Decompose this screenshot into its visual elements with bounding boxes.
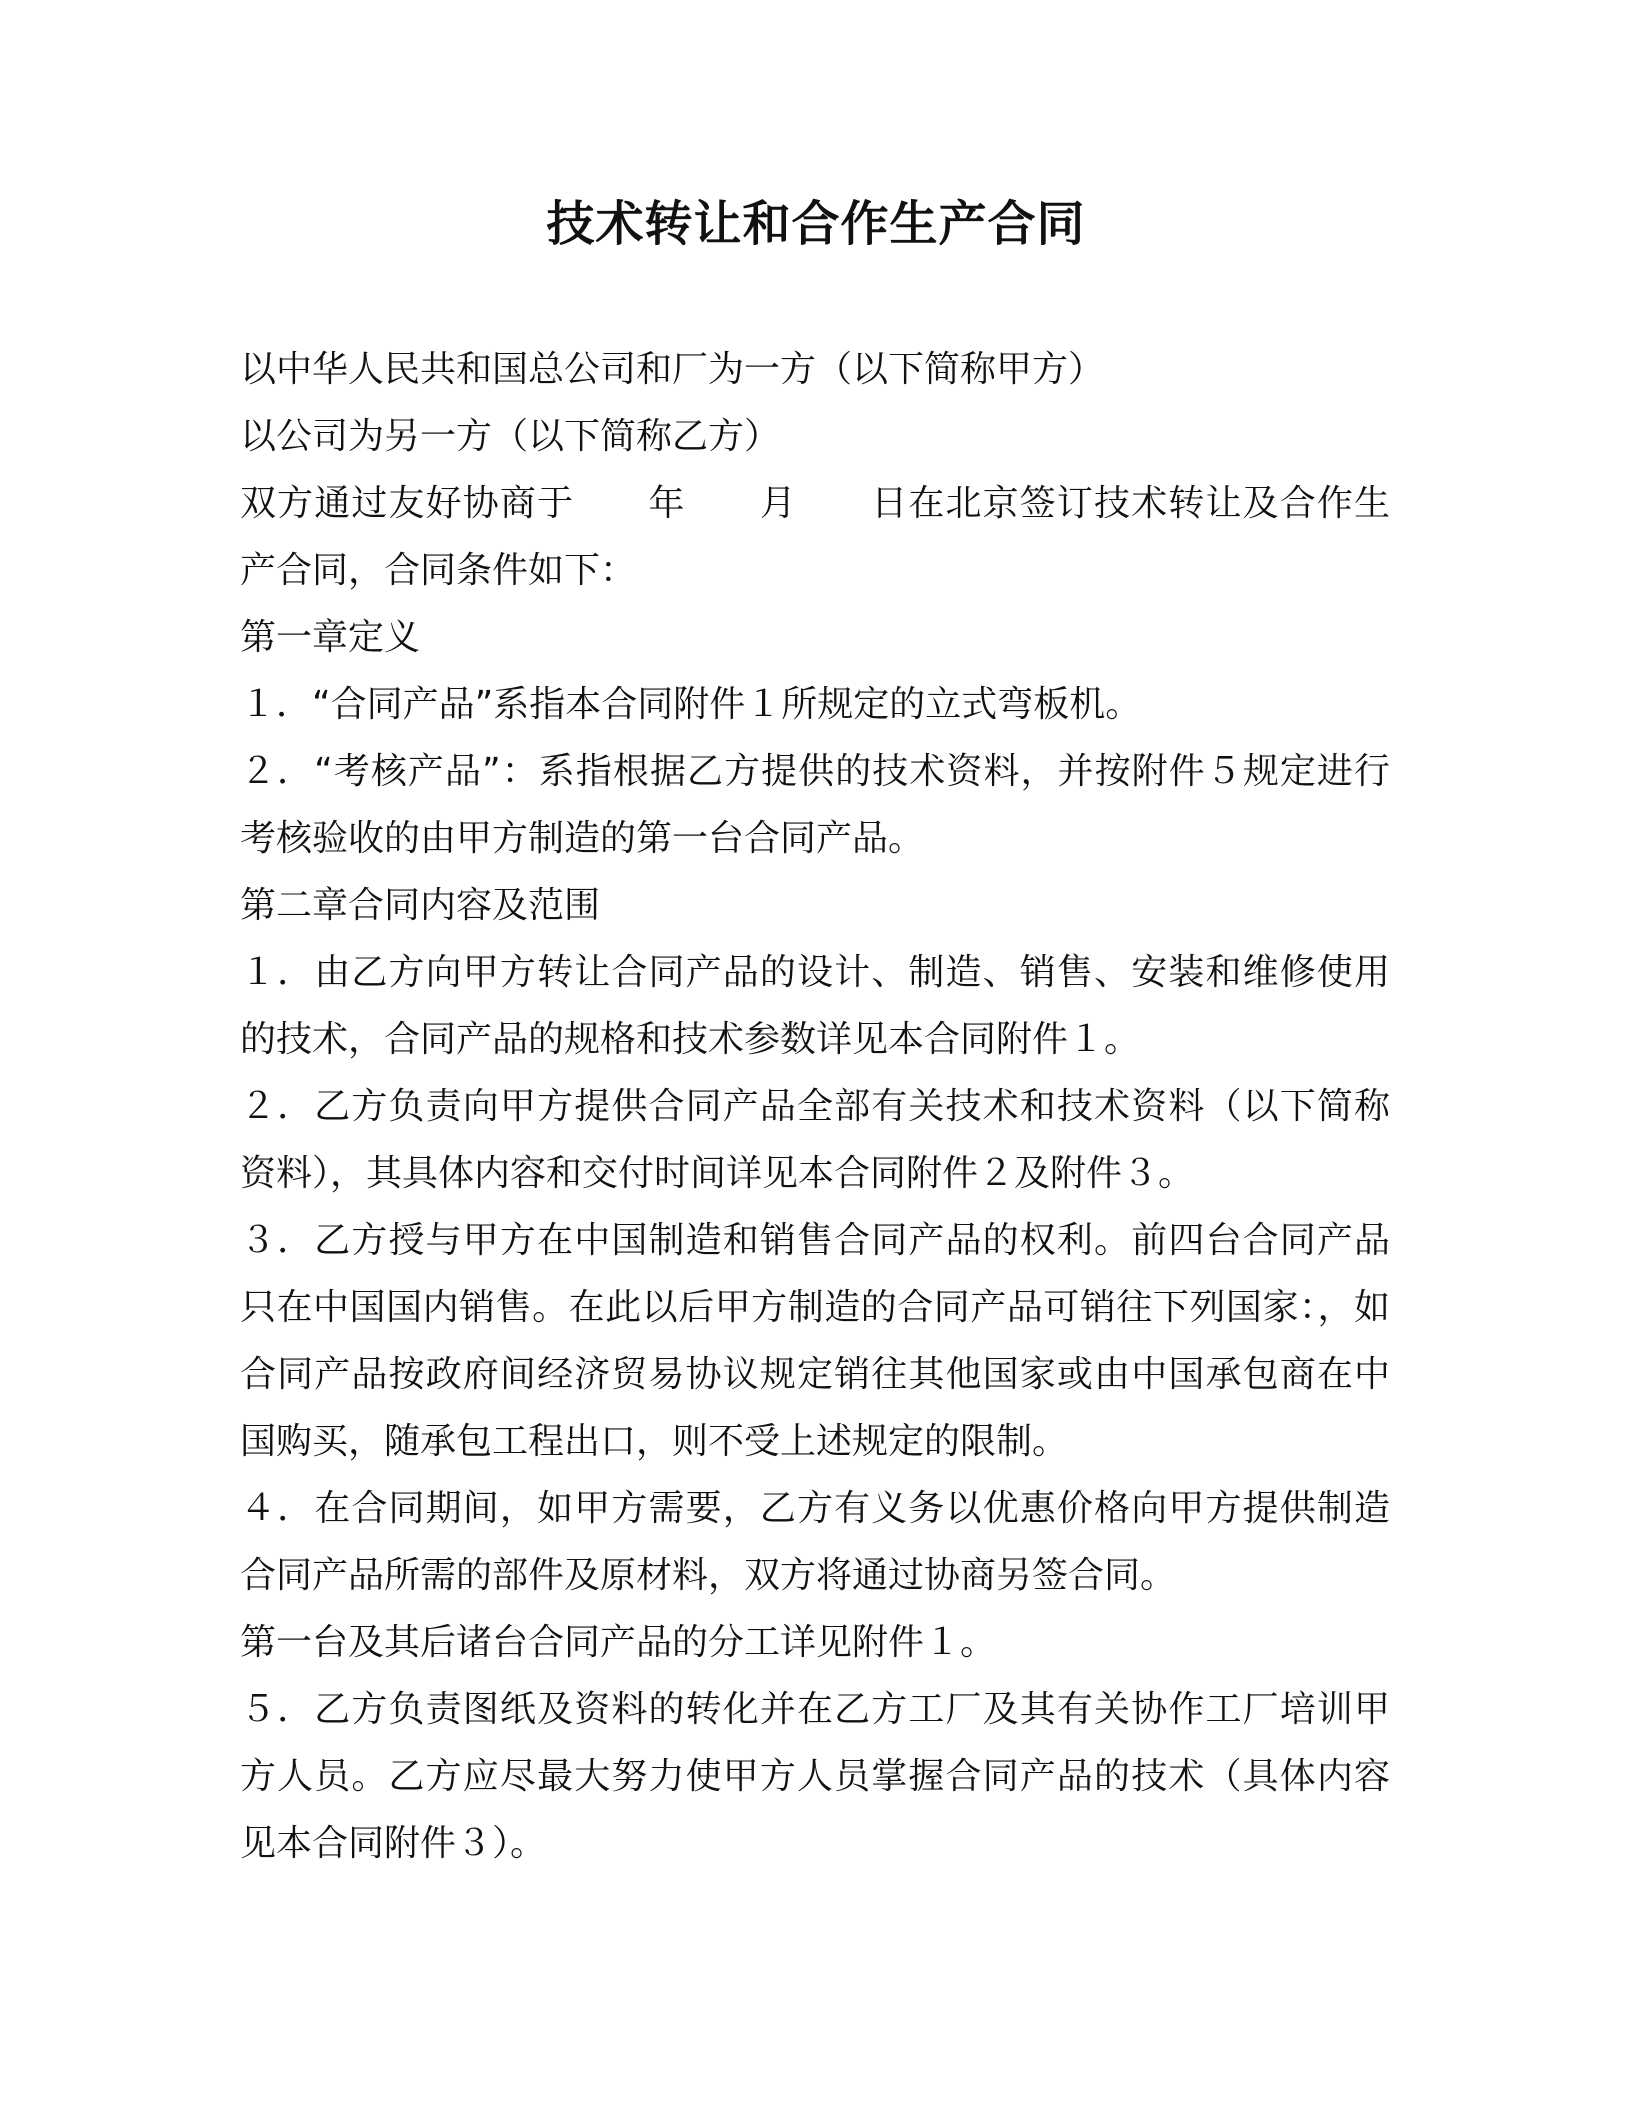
definition-item-1: １．“合同产品”系指本合同附件１所规定的立式弯板机。 [240,684,1142,725]
party-a-paragraph: 以中华人民共和国总公司和厂为一方（以下简称甲方） [240,349,1105,390]
scope-item-4-note: 第一台及其后诸台合同产品的分工详见附件１。 [240,1622,997,1663]
scope-item-1: １．由乙方向甲方转让合同产品的设计、制造、销售、安装和维修使用的技术，合同产品的规格和技术参数详见本合同附件１。 [240,952,1390,1060]
definition-item-2: ２．“考核产品”：系指根据乙方提供的技术资料，并按附件５规定进行考核验收的由甲方制造的第一台合同产品。 [240,751,1390,859]
document-body [240,336,1390,1877]
agreement-intro-paragraph: 双方通过友好协商于 年 月 日在北京签订技术转让及合作生产合同，合同条件如下： [240,483,1390,591]
scope-item-4: ４．在合同期间，如甲方需要，乙方有义务以优惠价格向甲方提供制造合同产品所需的部件及原材料，双方将通过协商另签合同。 [240,1488,1390,1596]
scope-item-3: ３．乙方授与甲方在中国制造和销售合同产品的权利。前四台合同产品只在中国国内销售。在此以后甲方制造的合同产品可销往下列国家：，如合同产品按政府间经济贸易协议规定销往其他国家或由中国承包商在中国购买，随承包工程出口，则不受上述规定的限制。 [240,1220,1390,1462]
document-title: 技术转让和合作生产合同 [546,196,1086,252]
scope-item-5: ５．乙方负责图纸及资料的转化并在乙方工厂及其有关协作工厂培训甲方人员。乙方应尽最大努力使甲方人员掌握合同产品的技术（具体内容见本合同附件３）。 [240,1689,1390,1864]
party-b-paragraph: 以公司为另一方（以下简称乙方） [240,416,781,457]
chapter-heading-scope: 第二章合同内容及范围 [240,885,601,926]
chapter-heading-definitions: 第一章定义 [240,617,421,658]
scope-item-2: ２．乙方负责向甲方提供合同产品全部有关技术和技术资料（以下简称资料），其具体内容和交付时间详见本合同附件２及附件３。 [240,1086,1390,1194]
